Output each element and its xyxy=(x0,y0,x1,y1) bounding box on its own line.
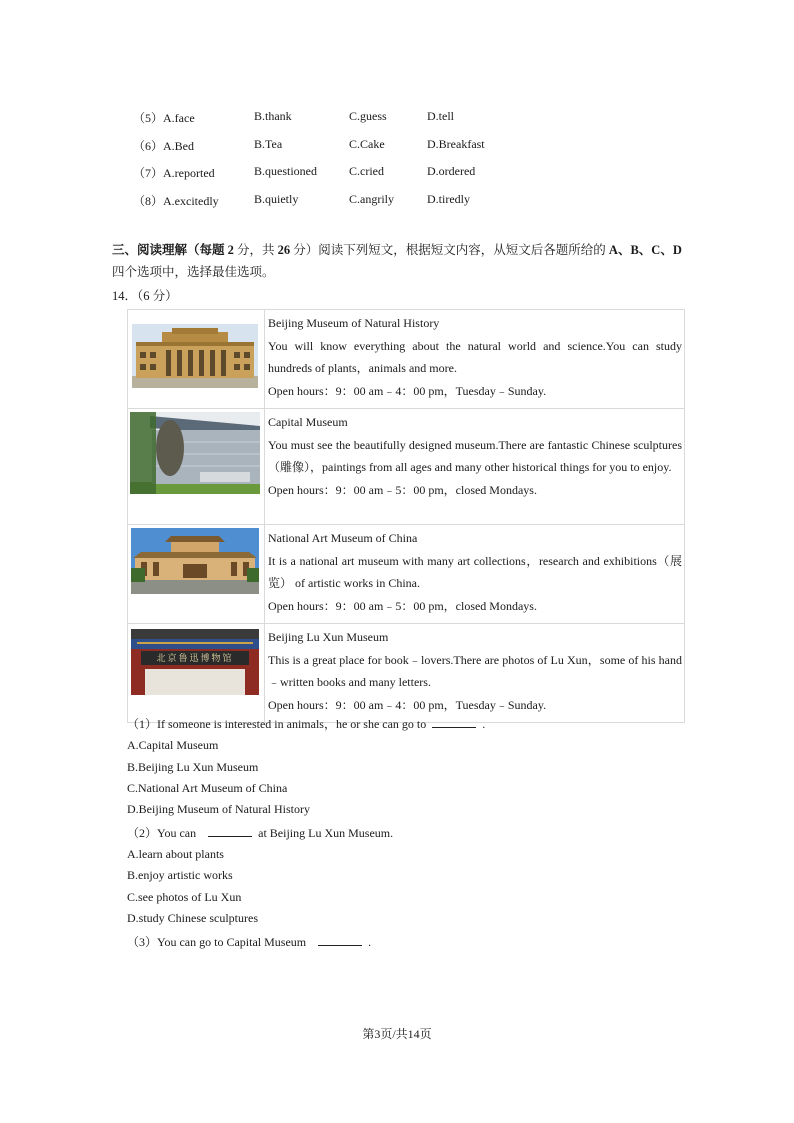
museum-description: It is a national art museum with many art collections，research and exhibitions（展览） of artistic works in China. xyxy=(268,553,682,590)
museum-hours: Open hours：9：00 am﹣5：00 pm，closed Mondays. xyxy=(268,598,537,613)
description-cell xyxy=(265,624,685,723)
natural-history-museum-photo xyxy=(132,324,258,388)
option-a: （6）A.Bed xyxy=(133,139,194,153)
museum-description: You will know everything about the natural world and science.You can study hundreds of plants，animals and more. xyxy=(268,338,682,375)
answer-blank xyxy=(318,933,362,946)
list-item: A.learn about plants xyxy=(127,847,224,861)
description-cell xyxy=(265,525,685,624)
national-art-museum-photo xyxy=(131,528,259,594)
museum-name: National Art Museum of China xyxy=(268,531,418,545)
museum-description: This is a great place for book﹣lovers.There are photos of Lu Xun，some of his hand﹣written books and many letters. xyxy=(268,652,682,689)
photo-cell xyxy=(128,310,265,409)
heading-part: 分，共 xyxy=(237,243,275,257)
list-item: D.Beijing Museum of Natural History xyxy=(127,802,310,816)
table-row xyxy=(128,409,685,525)
museum-name: Beijing Museum of Natural History xyxy=(268,316,440,330)
answer-blank xyxy=(208,824,252,837)
list-item: B.Beijing Lu Xun Museum xyxy=(127,760,259,774)
heading-part: 分）阅读下列短文，根据短文内容，从短文后各题所给的 xyxy=(293,243,606,257)
question-text: at Beijing Lu Xun Museum. xyxy=(258,826,394,840)
question-number: 14．（6 分） xyxy=(112,289,178,303)
option-a: （8）A.excitedly xyxy=(133,194,219,208)
museum-hours: Open hours：9：00 am﹣5：00 pm，closed Mondays. xyxy=(268,482,537,497)
list-item: C.National Art Museum of China xyxy=(127,781,288,795)
table-row xyxy=(128,624,685,723)
list-item: D.study Chinese sculptures xyxy=(127,911,258,925)
list-item: B.enjoy artistic works xyxy=(127,868,233,882)
section-heading xyxy=(112,239,687,283)
heading-part: A、B、C、D xyxy=(605,243,682,257)
option-d: D.tiredly xyxy=(427,192,470,206)
museum-sign: 北京鲁迅博物馆 xyxy=(156,653,234,663)
museum-description: You must see the beautifully designed museum.There are fantastic Chinese sculptures（雕像），paintings from all ages and many other historical things for you to enjoy. xyxy=(268,437,682,474)
question-text: . xyxy=(368,935,372,949)
option-b: B.questioned xyxy=(254,164,317,178)
heading-part: 四个选项中，选择最佳选项。 xyxy=(112,265,275,279)
option-b: B.Tea xyxy=(254,137,283,151)
museum-table xyxy=(127,309,685,723)
question-1 xyxy=(127,715,485,732)
heading-part: 三、阅读理解（每题 xyxy=(112,243,225,257)
option-d: D.Breakfast xyxy=(427,137,485,151)
option-a: （7）A.reported xyxy=(133,166,215,180)
option-d: D.tell xyxy=(427,109,454,123)
museum-hours: Open hours：9：00 am﹣4：00 pm，Tuesday﹣Sunday. xyxy=(268,697,547,712)
photo-cell xyxy=(128,624,265,723)
list-item: A.Capital Museum xyxy=(127,738,219,752)
photo-cell xyxy=(128,409,265,525)
question-text: . xyxy=(482,717,486,731)
heading-part: 26 xyxy=(274,243,294,257)
option-c: C.cried xyxy=(349,164,384,178)
description-cell xyxy=(265,310,685,409)
lu-xun-museum-photo xyxy=(131,629,259,695)
option-c: C.angrily xyxy=(349,192,394,206)
option-c: C.Cake xyxy=(349,137,385,151)
option-b: B.quietly xyxy=(254,192,299,206)
table-row xyxy=(128,525,685,624)
page-footer: 第3页/共14页 xyxy=(362,1027,432,1041)
museum-hours: Open hours：9：00 am﹣4：00 pm，Tuesday﹣Sunday. xyxy=(268,383,547,398)
question-2 xyxy=(127,824,393,841)
list-item: C.see photos of Lu Xun xyxy=(127,890,242,904)
option-b: B.thank xyxy=(254,109,292,123)
table-row xyxy=(128,310,685,409)
museum-name: Capital Museum xyxy=(268,415,348,429)
option-c: C.guess xyxy=(349,109,387,123)
description-cell xyxy=(265,409,685,525)
option-a: （5）A.face xyxy=(133,111,195,125)
question-3 xyxy=(127,933,371,950)
museum-name: Beijing Lu Xun Museum xyxy=(268,630,389,644)
question-text: （3）You can go to Capital Museum xyxy=(127,935,307,949)
question-text: （1）If someone is interested in animals，he or she can go to xyxy=(127,717,427,731)
heading-part: 2 xyxy=(224,243,238,257)
question-text: （2）You can xyxy=(127,826,197,840)
option-d: D.ordered xyxy=(427,164,476,178)
answer-blank xyxy=(432,715,476,728)
photo-cell xyxy=(128,525,265,624)
capital-museum-photo xyxy=(130,412,260,494)
